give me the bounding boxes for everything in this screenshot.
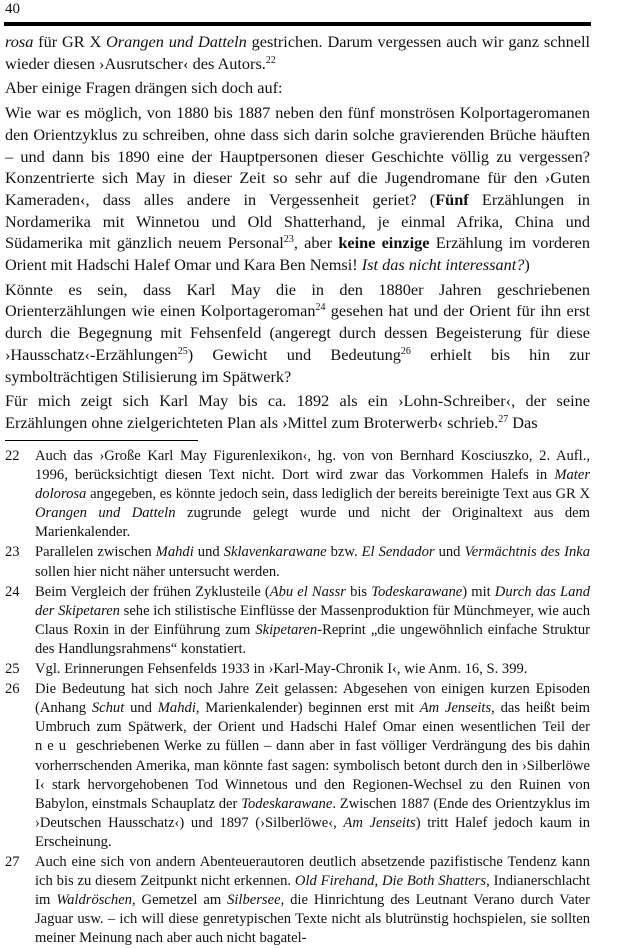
text-run: . Zwischen 1887 (Ende des Orientzyklus im ›Deutschen Hausschatz‹) und 1897 (›Silberlöwe‹, bbox=[35, 795, 590, 831]
page-header bbox=[4, 0, 591, 26]
italic-title: Mater dolorosa bbox=[35, 467, 590, 503]
italic-title: Am Jenseits bbox=[343, 814, 416, 831]
spaced-emphasis: neu bbox=[35, 738, 72, 755]
paragraph-5 bbox=[5, 390, 590, 433]
text-run: zugrunde gelegt wurde und nicht der Originaltext aus dem Marienkalender. bbox=[35, 505, 590, 541]
italic-title: Mahdi bbox=[157, 700, 196, 717]
italic-title: Silbersee bbox=[227, 892, 281, 909]
text-run: Wie war es möglich, von 1880 bis 1887 neben den fünf monströsen Kolportageromanen den Orientzyklus zu schreiben, ohne dass sich darin solche gravierenden Brüche häuften – und dann bis 1890 eine der Hauptpersonen dieser Geschichte völlig zu vergessen? Konzentrierte sich May in dieser Zeit so sehr auf die Jugendromane für den ›Guten Kameraden‹, dass alles andere in Vergessenheit geriet? ( bbox=[5, 103, 590, 209]
italic-text: Ist das nicht interessant? bbox=[361, 255, 525, 275]
text-run: angegeben, es könnte jedoch sein, dass lediglich der bereits bereinigte Text aus GR X bbox=[86, 486, 590, 503]
text-run: Beim Vergleich der frühen Zyklusteile ( bbox=[35, 583, 270, 600]
footnote-text bbox=[35, 853, 590, 948]
italic-title: Die Both Shatters bbox=[381, 873, 487, 890]
footnote-number: 23 bbox=[5, 544, 20, 561]
footnote-22 bbox=[5, 447, 590, 542]
italic-title: Schut bbox=[91, 700, 125, 717]
footnote-number: 27 bbox=[5, 853, 20, 870]
italic-title: Todeskarawane bbox=[371, 583, 463, 600]
italic-title: Abu el Nassr bbox=[269, 583, 346, 600]
footnote-number: 26 bbox=[5, 681, 20, 698]
text-run: ) Gewicht und Bedeutung bbox=[187, 344, 401, 364]
text-run: sehe ich stilistische Einflüsse der Massenproduktion für Münchmeyer, wie auch Claus Roxin in der Einführung zum bbox=[35, 602, 591, 638]
text-run: ) bbox=[524, 255, 530, 275]
footnote-text bbox=[35, 543, 590, 581]
italic-title: Mahdi bbox=[155, 544, 194, 561]
italic-title: rosa bbox=[5, 32, 34, 51]
italic-title: El Sendador bbox=[361, 544, 435, 561]
footnote-26 bbox=[5, 680, 590, 852]
text-run: , Gemetzel am bbox=[131, 892, 228, 909]
text-run: ) tritt Halef jedoch kaum in Erscheinung. bbox=[35, 814, 590, 850]
text-run: Die Bedeutung hat sich noch Jahre Zeit gelassen: Abgesehen von einigen kurzen Episoden (Anhang bbox=[35, 681, 590, 717]
text-run: , aber bbox=[293, 233, 339, 253]
text-run: -Reprint „die ungewöhnlich einfache Struktur des Handlungsrahmens“ konstatiert. bbox=[35, 621, 590, 657]
italic-title: Todeskarawane bbox=[241, 795, 333, 812]
text-run: und bbox=[193, 544, 224, 561]
text-run: Parallelen zwischen bbox=[35, 544, 156, 561]
body-text bbox=[5, 31, 590, 437]
page-number: 40 bbox=[5, 1, 20, 17]
text-run: , Marienkalender) beginnen erst mit bbox=[195, 700, 420, 717]
footnote-text bbox=[35, 447, 590, 542]
footnote-27 bbox=[5, 853, 590, 948]
text-run: Das bbox=[508, 412, 538, 432]
text-run: gesehen hat und der Orient für ihn erst durch die Begegnung mit Fehsenfeld (angeregt durch dessen Begeisterung für diese ›Hausschatz‹-Erzählungen bbox=[5, 301, 590, 364]
footnote-25 bbox=[5, 660, 590, 679]
italic-title: Skipetaren bbox=[255, 621, 318, 638]
footnote-ref-26[interactable]: 26 bbox=[400, 345, 411, 357]
bold-text: Fünf bbox=[435, 189, 469, 209]
footnote-ref-27[interactable]: 27 bbox=[498, 413, 509, 425]
footnote-text bbox=[35, 583, 590, 659]
text-run: erhielt bis hin zur symbolträchtigen Stilisierung im Spätwerk? bbox=[5, 344, 590, 386]
footnote-number: 22 bbox=[5, 448, 20, 464]
italic-title: Orangen und Datteln bbox=[106, 32, 247, 51]
text-run: ) mit bbox=[462, 583, 495, 600]
italic-title: Am Jenseits bbox=[419, 700, 492, 717]
text-run: Für mich zeigt sich Karl May bis ca. 1892 als ein ›Lohn-Schreiber‹, der seine Erzählungen ohne zielgerichteten Plan als ›Mittel zum Broterwerb‹ schrieb. bbox=[5, 391, 590, 432]
paragraph-2: Aber einige Fragen drängen sich doch auf: bbox=[5, 78, 283, 98]
footnote-text: Vgl. Erinnerungen Fehsenfelds 1933 in ›Karl-May-Chronik I‹, wie Anm. 16, S. 399. bbox=[35, 661, 528, 678]
italic-title: Waldröschen bbox=[56, 892, 132, 909]
footnote-ref-23[interactable]: 23 bbox=[283, 234, 294, 246]
footnote-text bbox=[35, 680, 590, 852]
footnote-number: 25 bbox=[5, 661, 20, 678]
italic-title: Vermächtnis des Inka bbox=[464, 544, 591, 561]
text-run: Auch eine sich von andern Abenteuerautoren deutlich absetzende pazifistische Tendenz kann ich bis zu diesem Zeitpunkt nicht erkennen. bbox=[35, 853, 590, 890]
text-run: Erzählung im vorderen Orient mit Hadschi Halef Omar und Kara Ben Nemsi! bbox=[5, 233, 591, 275]
footnote-number: 24 bbox=[5, 583, 20, 600]
paragraph-1 bbox=[5, 31, 590, 74]
italic-title: Orangen und Datteln bbox=[35, 505, 176, 522]
text-run: Erzählungen in Nordamerika mit Winnetou und Old Shatterhand, je einmal Afrika, China und Südamerika mit gänzlich neuem Personal bbox=[5, 189, 591, 253]
footnote-23 bbox=[5, 543, 590, 581]
italic-title: Sklavenkarawane bbox=[223, 544, 327, 561]
footnote-ref-25[interactable]: 25 bbox=[177, 345, 188, 357]
footnotes bbox=[5, 447, 590, 949]
text-run: Auch das ›Große Karl May Figurenlexikon‹, hg. von von Bernhard Kosciuszko, 2. Aufl., 1996, berücksichtigt diesen Text nicht. Dort wird zwar das Vorkommen Halefs in bbox=[35, 448, 590, 484]
text-run: bzw. bbox=[326, 544, 362, 561]
text-run: für GR X bbox=[33, 32, 107, 51]
paragraph-4 bbox=[5, 279, 590, 388]
text-run: Könnte es sein, dass Karl May die in den 1880er Jahren geschriebenen Orienterzählungen wie einen Kolportageroman bbox=[5, 279, 590, 321]
text-run: , die Hinrichtung des Leutnant Verano durch Vater Jaguar usw. – ich will diese genretypischen Texte nicht als blutrünstig hochspielen, sie sollten meiner Meinung nach aber auch nicht bagatel- bbox=[35, 892, 590, 947]
text-run: und bbox=[434, 544, 465, 561]
text-run: gestrichen. Darum vergessen auch wir ganz schnell wieder diesen ›Ausrutscher‹ des Autors. bbox=[5, 32, 590, 73]
footnote-24 bbox=[5, 583, 590, 659]
text-run: , bbox=[374, 873, 382, 890]
footnote-separator bbox=[5, 440, 198, 441]
text-run: , Indianerschlacht im bbox=[35, 873, 591, 909]
text-run: , das heißt beim Umbruch zum Spätwerk, der Orient und Hadschi Halef Omar einen wesentlichen Teil der bbox=[35, 700, 590, 736]
bold-text: keine einzige bbox=[338, 233, 430, 253]
italic-title: Old Firehand bbox=[294, 873, 375, 890]
footnote-ref-22[interactable]: 22 bbox=[265, 54, 276, 66]
text-run: geschriebenen Werke zu füllen – dann aber in fast völliger Verdrängung des bis dahin vorherrschenden Amerika, man könnte fast sagen: symbolisch betont durch den in ›Silberlöwe I‹ stark hervorgehobenen Tod Winnetous und den Regionen-Wechsel zu den Ruinen von Babylon, einstmals Schauplatz der bbox=[35, 738, 590, 812]
paragraph-3 bbox=[5, 102, 590, 276]
text-run: sollen hier nicht näher untersucht werden. bbox=[35, 563, 280, 580]
italic-title: Durch das Land der Skipetaren bbox=[35, 583, 591, 619]
footnote-ref-24[interactable]: 24 bbox=[315, 302, 326, 314]
text-run: und bbox=[124, 700, 158, 717]
text-run: bis bbox=[345, 583, 372, 600]
